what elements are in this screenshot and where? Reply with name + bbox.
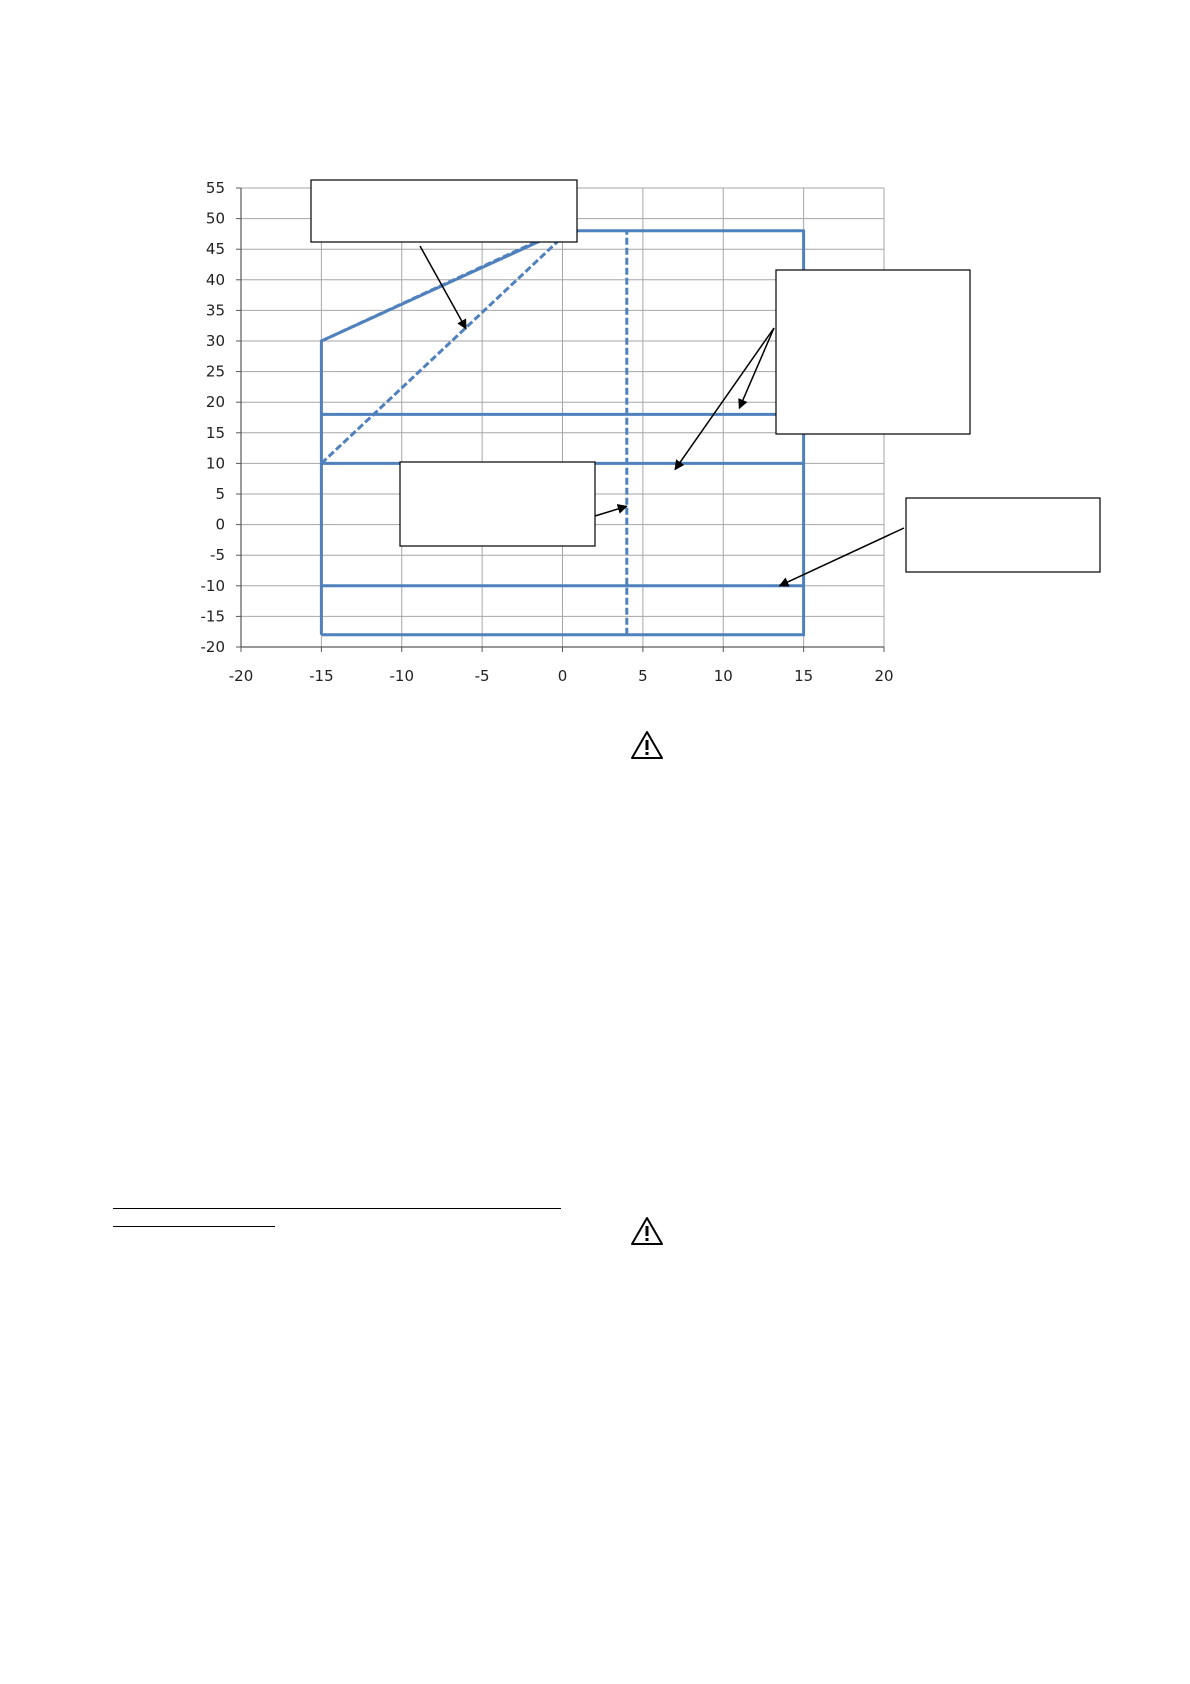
x-tick-label: -10 <box>389 667 414 685</box>
horizontal-rule <box>113 1208 561 1209</box>
x-tick-label: 20 <box>874 667 894 685</box>
callout-lower-right-box <box>906 498 1100 572</box>
x-tick-label: 0 <box>557 667 568 685</box>
callout-middle-arrow <box>595 506 627 516</box>
y-tick-label: 0 <box>215 515 225 534</box>
x-tick-label: 15 <box>794 667 814 685</box>
y-tick-label: 25 <box>205 362 225 381</box>
y-tick-label: -15 <box>200 607 225 626</box>
y-tick-label: 50 <box>205 209 225 228</box>
x-tick-label: -20 <box>228 667 254 685</box>
x-tick-label: 10 <box>713 667 733 685</box>
warning-triangle-icon <box>630 1216 664 1246</box>
x-tick-label: -5 <box>474 667 490 685</box>
callout-top-box <box>311 180 577 242</box>
y-tick-label: 45 <box>205 240 225 259</box>
series-diagonal-limit <box>321 237 562 463</box>
callout-right <box>675 270 970 470</box>
callout-middle <box>400 462 627 546</box>
y-tick-label: -10 <box>200 576 225 595</box>
horizontal-rule-short <box>113 1226 275 1227</box>
callout-lower-right <box>780 498 1100 586</box>
callout-top-arrow <box>420 246 466 329</box>
y-tick-label: -20 <box>200 638 225 656</box>
y-tick-label: 40 <box>205 270 225 289</box>
callout-right-box <box>776 270 970 434</box>
callout-lower-right-arrow <box>780 528 904 586</box>
y-tick-label: 35 <box>205 301 225 320</box>
y-tick-label: 55 <box>205 179 225 197</box>
y-tick-label: -5 <box>210 546 225 565</box>
warning-triangle-icon <box>630 730 664 760</box>
callout-right-arrow <box>739 328 774 408</box>
y-tick-label: 5 <box>215 485 225 503</box>
y-tick-label: 10 <box>205 454 225 473</box>
y-tick-label: 30 <box>205 332 225 350</box>
callout-top <box>311 180 577 329</box>
x-tick-label: 5 <box>638 667 648 685</box>
y-tick-label: 20 <box>205 393 225 412</box>
callout-right-arrow <box>675 328 774 470</box>
callout-middle-box <box>400 462 595 546</box>
x-tick-label: -15 <box>309 667 334 685</box>
y-tick-label: 15 <box>205 423 225 442</box>
